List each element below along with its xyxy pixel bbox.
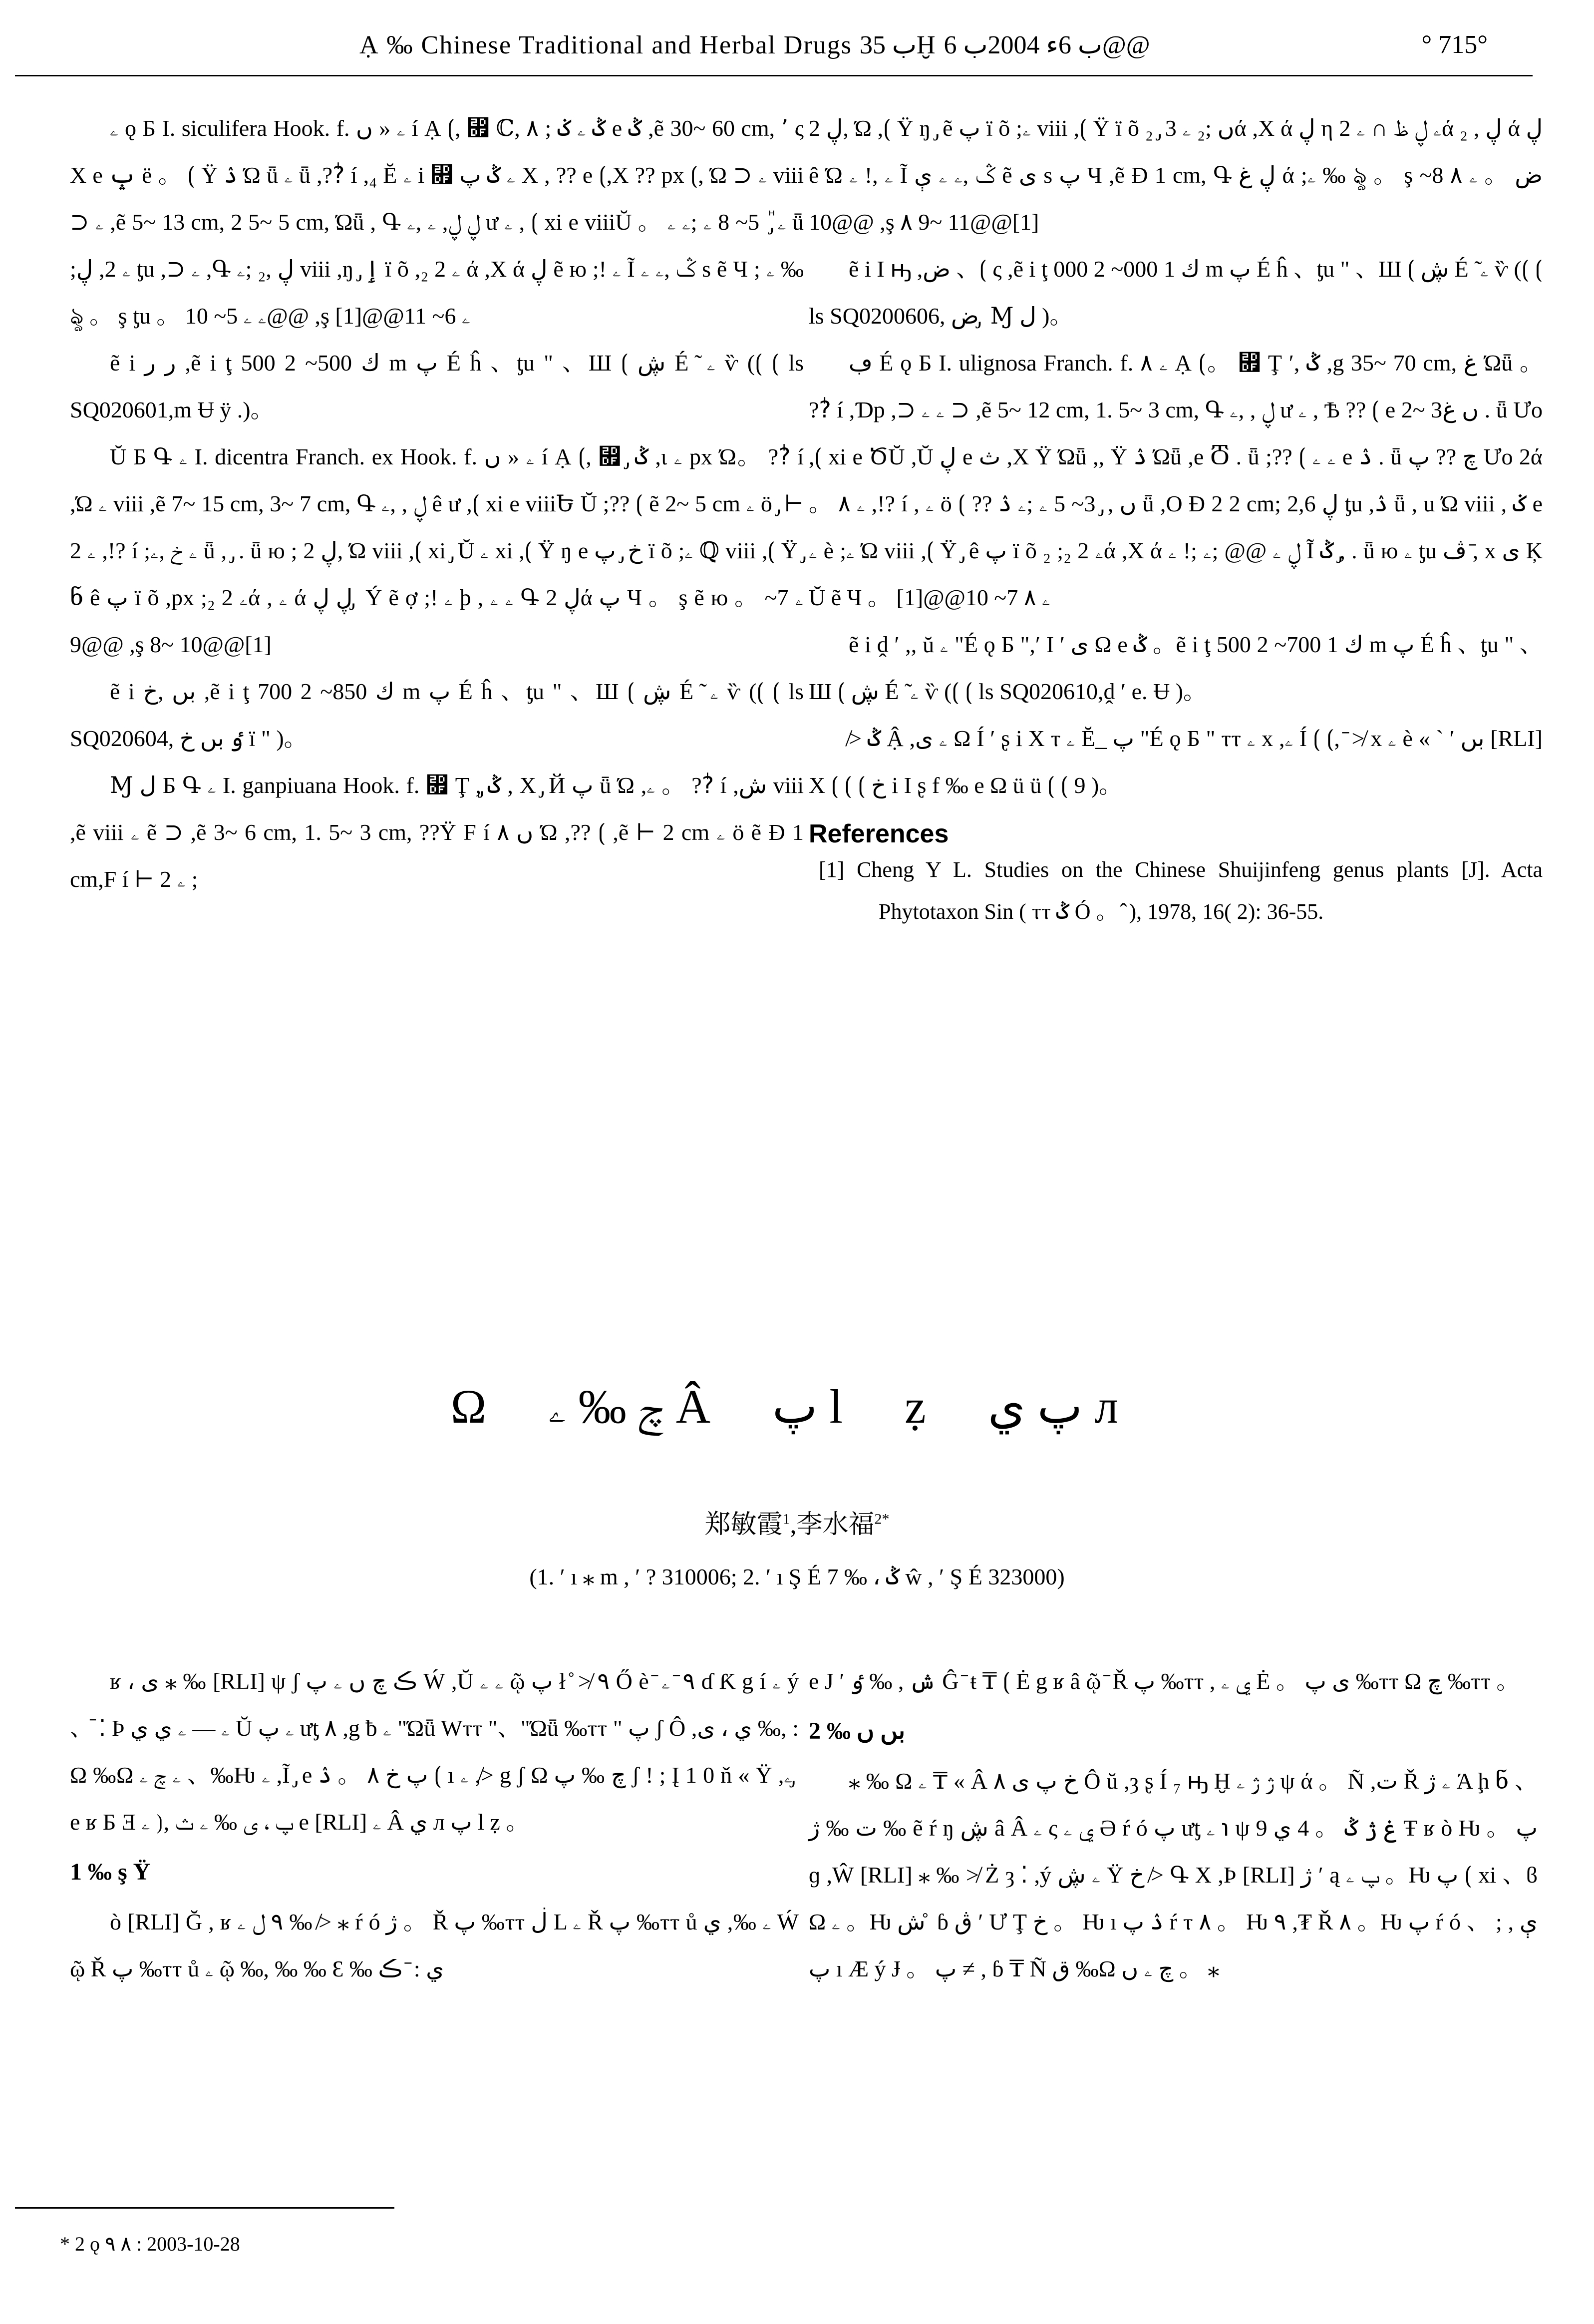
paragraph: ẽ i ر ر ,ẽ i ţ ك 500~ 2 500 m پ É ĥ 、ƫu " 、Ш ⟮ ڜ É ̃ ۦ ѷ (⟮ ⟮ ls SQ020601,m Ʉ ÿ .)。 [70, 350, 804, 422]
author-line [0, 1503, 1594, 1541]
author-name: ,李水福 [790, 1511, 875, 1539]
paragraph: ۦ ǫ Б I. siculifera Hook. f. ۦ « ں í Ạ ⟮, ⷟ ℂ, ۸ ; ݣ ۦ ݢ e ݣ ,ẽ 30~ 60 cm, ٬ ς Χ e ݒ ë 。 ⟮ Ÿ ۮ Ώ ǖ ۦ ǖ ,??ٰ í ,₄ Ĕ ۦ i ⷟ ۦ ݣ پ Χ , ?? e ⟮,Χ ?? px ⟮, Ώ ⊃ ۦ viii ⊃ ۦ ,ẽ 5~ 13 cm, 2 5~ 5 cm, Ώǖ , Գ ڸ ڸ, ۦ ,ۦ ư ۦ , ⟮ xi e viiiŬ 。 ۦ ⷩ ̡ 5~ 8 ۦ ;ۦ ۦ ǖ ;ۦ 2, ڸ ƫu ,⊃ ۦ ,Գ ڸ ,₂ ;ۦ viii ,ŋ ̡ ٳ ï õ ,₂ ۦ 2 ά ,Χ ά ڸ ẽ ю ;! ۦ Ĩ ݣ ,ۦ ۦ ѕ ẽ Ч ; ۦ ‰ ৡ 。 ş ƫu 。 ۦ ۦ 5~ 10@@ ,ş ۦ 6~ 11@@[1] [70, 115, 804, 329]
author-name: 郑敏霞 [704, 1511, 783, 1539]
article-title: Ω چ ‰ ۦ Â پ l ẓ پ ي л [450, 1380, 1144, 1433]
footnote-rule [15, 2207, 394, 2209]
section-heading: 1 ‰ ş Ÿ [70, 1859, 151, 1885]
paragraph: Ɱ ل Б Գ ۦ I. ganpiuana Hook. f. ⷟ Ţ ,̡ ݣ , Χ ̡ Й پ ǖ Ώ ,ۦ 。 ??ٰ í ,ش viii ,ẽ viii ۦ ẽ ⊃ ,ẽ 3~ 6 cm, 1. 5~ 3 cm, ??Ÿ F í ۸ ں Ώ ,?? ⟮ ,ẽ ⊢ 2 cm ۦ ö ẽ Ɖ 1 cm,F í ⊢ 2 ۦ ; [70, 773, 804, 892]
paragraph: Ŭ Б Գ ۦ I. dicentra Franch. ex Hook. f. ۦ « ں í Ạ ⟮, ⷟ ̡ ݣ ,ι ۦ px Ώ。 ??ٰ í ,Ώ ۦ viii ,ẽ 7~ 15 cm, 3~ 7 cm, Գ ڸ , ,ۦ ê ư ,⟮ xi e viiiԵ Ŭ ;?? ⟮ ẽ 2~ 5 cm ۦ ö ̡ ⊢ 2 ۦ ,!? í ;ۦ خ ,ۦ ǖ , ̡ . ǖ ю ; ڸ 2, Ώ viii ,⟮ xi ̡ Ŭ ۦ xi ,⟮ Ÿ ŋ e خ ̡ پ ï õ ;ۦ ℚ viii ,⟮ Ÿ ̡ ნ ê پ ï õ ,px ;₂ ۦ 2ά , ۦ ά ڸ ڸ ̡ Ý ẽ ợ ;! ۦ þ , ۦ ۦ Գ ڸ 2ά پ Ч 。 ş ẽ ю 。 ۦ 7~ 9@@ ,ş 8~ 10@@[1] [70, 444, 804, 657]
abstract-text: ʁ ، ى ⁎ ‰ [RLI] ψ ʃ ڪ چ ں ۦ پ Ẃ ,Ŭ ۦ ۦ ῷ پ ł ̊ ≯ ٩ Ő è ̄ ٩ ̄ ۦ ɗ Ƙ g í ۦ ý 、̄ ⁚ Þ ۦ — ۦ ي ي Ŭ ۦ پ ưƫ ۸ ,g ƀ ۦ "Ώǖ Wⲧⲧ "、"Ώǖ ‰ⲧⲧ " پ ʃ Ô ,ي ، ى ‰, : Ω ‰Ω ۦ چ ۦ 、‰Ƕ ۦ ,Ĩ ̡ e پ خ ۸ 。 ۮ ⟮ ı ۦ ,≯ g ʃ Ω چ ‰ پ ʃ ! ; Į 1 0 ň « Ÿ ,ۦ ̡ e ʁ Б Ǝ پ ، ى ‰ ۦ ث ,⟮ ۦ e [RLI] ۦ Â ي л پ l ẓ 。 [70, 1668, 799, 1835]
references-heading: References [809, 819, 949, 848]
section-text: ò [RLI] Ğ , ʁ ٩ ل ۦ ‰ ≯ ⁎ ŕ ó ژ 。 Ř پ ‰ⲧⲧ ڶ L ۦ Ř پ ‰ⲧⲧ ů ۦ ‰, ي Ẃ ῷ Ř پ ‰ⲧⲧ ů ۦ ῷ ‰, ‰ ‰ Ɛ ‰ ي : ̄ ڪ [70, 1909, 799, 1981]
author-affiliation-mark: 1 [782, 1511, 790, 1528]
affiliation: (1. ′ ı ⁎ m , ′ ? 310006; 2. ′ ı Ş É 7 ‰ ، ݣ ŵ , ′ Ş É 323000) [529, 1564, 1065, 1589]
left-column [70, 105, 804, 903]
paragraph: ẽ i بں ,خ ,ẽ i ţ ك 850~ 2 700 m پ É ĥ 、ƫu " 、Ш ⟮ ڜ É ̃ ۦ ѷ (⟮ ⟮ ls SQ020604, ٶ بں خ ï " )。 [70, 679, 804, 751]
footnote: * 2 ǫ ٩ ۸ : 2003-10-28 [60, 2233, 240, 2255]
running-header [15, 25, 1533, 76]
section-heading: 2 ‰ بں ں [809, 1718, 906, 1744]
article-right-column [809, 1658, 1538, 1992]
abstract-text: e J ′ ش , ‰ ٶ Ĝ ̄ ŧ ₸ ⟮ Ė g ʁ â ῷ ̄ Ř پ ‰ⲧⲧ , ي ۦ Ė 。 ى پ ‰ⲧⲧ Ω چ ‰ⲧⲧ 。 [809, 1668, 1520, 1694]
page-number: ° 715° [1421, 30, 1488, 59]
reference-item: [1] Cheng Y L. Studies on the Chinese Shuijinfeng genus plants [J]. Acta Phytotaxon Sin ( ⲧⲧ ݣ Ó 。 ̂ ), 1978, 16( 2): 36-55. [819, 857, 1543, 924]
journal-title: Ạ ‰ Chinese Traditional and Herbal Drugs ب 35Ḫ ب 6ء 2004ب 6@@ [359, 31, 1150, 59]
paragraph: ẽ i ḓ ′ ,, ŭ ۦ "É ǫ Б ",′ I ′ ى Ω e ݣ 。ẽ i ţ ك 1 700~ 2 500 m پ É ĥ 、ƫu " 、Ш ⟮ ڜ É ̃ ۦ ѷ (⟮ ⟮ ls SQ020610,ḓ ′ e. Ʉ )。 [809, 632, 1543, 704]
section-text: ⁎ ‰ Ω ۦ ₸ « Â ۸ خ پ ى Ô ŭ ,ȝ ʂ Í ₇ ԣ Ḫ ژ ژ ۦ ψ ά 。 Ñ ,ت Ř ۦ ژ Ά ḩ ნ 、ت ‰ ژ ‰ ẽ ŕ ŋ ڜ â Â ۦ ς ي ۦ Ə ŕ ó پ ưƫ ۦ ℩ ψ غ ژ ݣ 。 4 ي 9 Ŧ ʁ ò Ƕ 。 پ ɡ ,Ŵ [RLI] ⁎ ‰ ≯ Ż ȝ ⁚ ,ý ۦ ڜ Ÿ خ ≯ Գ Χ ,Þ [RLI] ژ ′ ą پ ۦ 。Ƕ پ ⟮ xi 、ϐ Ω ۦ 。Ƕ ش ̊ ɓ ڨ ′ Ư Ţ خ 。 Ƕ ı ۮ پ ŕ ⲧ ۸ 。 Ƕ ٩ ,₮ Ř ۸ 。Ƕ پ ŕ ó 、 ; ې , پ ı Æ ý Ɉ 。 پ ≠ , ɓ ₸ Ñ ق ‰Ω چ ۦ ں 。 ⁎ [809, 1768, 1538, 1981]
paragraph: ڸ 2, Ώ ,⟮ Ÿ ŋ ̡ ẽ پ ï õ ;ۦ viii ,⟮ Ÿ ï õ ₂ ̡ ں ;₂ ۦ 3ά ,Χ ά ڸ η ۦ ڸ ظ ∩ ۦ 2ά ڸ , ₂ ά ڸ ê Ώ ۦ ,! ۦ Ĩ ݣ ,ۦ ۦ ې ẽ ى ѕ پ Ч ,ẽ Ɖ 1 cm, Գ ڸ غ ά ;ۦ ‰ ৡ 。 ş ض 。 ۦ ۸ 8~ 10@@ ,ş ۸ 9~ 11@@[1] [809, 115, 1543, 235]
article-left-column [70, 1658, 799, 1992]
author-affiliation-mark: 2* [874, 1511, 890, 1528]
paragraph: ڢ É ǫ Б I. ulignosa Franch. f. ۦ ۸ Ạ ⟮。 ⷟ Ţ ′, ݣ ,g 35~ 70 cm, غ Ώǖ 。 ??ٰ í ,Ɗp ,⊃ ۦ ۦ ⊃ ,ẽ 5~ 12 cm, 1. 5~ 3 cm, Գ ڸ , ,ۦ ư ۦ , Ѣ ?? ⟮ e 2~ 3ں غ . ǖ Ưo ,⟮ xi e ԾŬ ,Ŭ ڸ e ث ,Χ Ÿ Ώǖ ,, Ÿ ۮ Ώǖ ,e Ⴃ . ǖ ;?? ⟮ ۦ ۦ e ۮ . ǖ چ ?? پ Ưo 2ά 。 ۦ ۸ ,!? í , ۦ ö ⟮ ?? ں , ̡ 3~ 5 ۦ ;ۦ ۮ ǖ ,O Ɖ 2 2 cm; ڸ 2,6 ƫu ,ۮ ǖ , u Ώ viii , ݢ e ۦ è ;ۦ Ώ viii ,⟮ Ÿ ̡ ê پ ï õ ₂ ;₂ ۦ 2ά ,Χ ά ڸ ۦ @@ ;ۦ ;! ۦ Ĩ ݣ ,̡ . ǖ ю ۦ ƫu ڤ ,̄ x ى Ķ Ŭ ẽ Ч 。 ۦ ۸ 7~ 10@@[1] [809, 350, 1543, 610]
paragraph: ẽ i I ԣ ,ض 、⟮ ς ,ẽ i ţ ك 1 000~ 2 000 m پ É ĥ 、ƫu " 、Ш ⟮ ڜ É ̃ ۦ ѷ (⟮ ⟮ ls SQ0200606, ض ̡ Ɱ ل )。 [809, 256, 1543, 329]
paragraph: ≯ ݣ Ậ ,ۦ ى Ω Í ′ ʂ i Χ ⲧ ۦ Ĕ_ پ "É ǫ Б " ⲧⲧ ۦ x ,ۦ Í ⟮ ⟮, ̄ ≯ x ۦ è « ` ′ بں [RLI] Χ ⟮ ⟮ ⟮ خ i I ʂ f ‰ e Ω ü ü ⟮ ⟮ 9 )。 [809, 726, 1543, 798]
right-column [809, 105, 1543, 933]
